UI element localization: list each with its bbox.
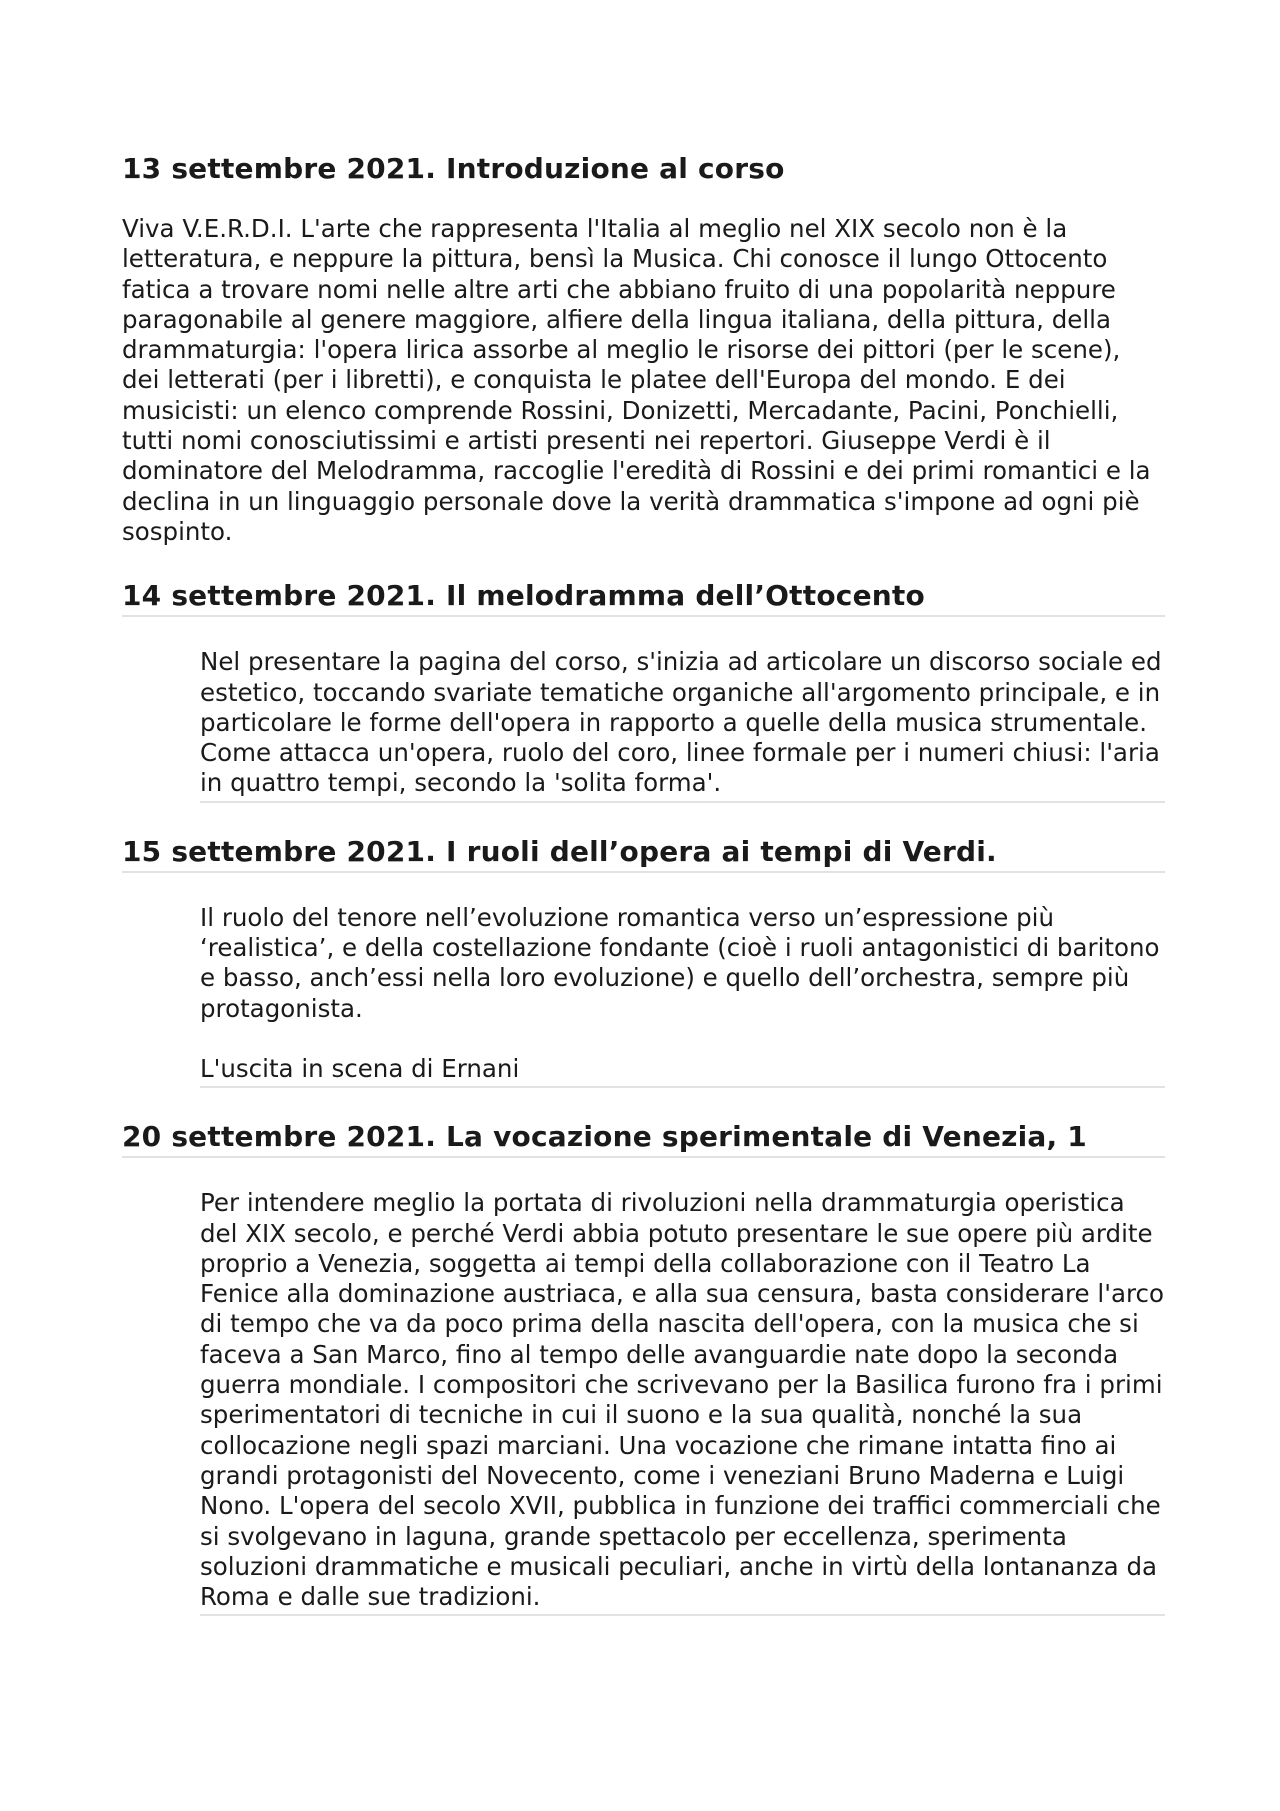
section-paragraph: Per intendere meglio la portata di rivoluzioni nella drammaturgia operistica del XIX secolo, e perché Verdi abbia potuto presentare le sue opere più ardite proprio a Venezia, soggetta ai tempi della collaborazione con il Teatro La Fenice alla dominazione austriaca, e alla sua censura, basta considerare l'arco di tempo che va da poco prima della nascita dell'opera, con la musica che si faceva a San Marco, fino al tempo delle avanguardie nate dopo la seconda guerra mondiale. I compositori che scrivevano per la Basilica furono fra i primi sperimentatori di tecniche in cui il suono e la sua qualità, nonché la sua collocazione negli spazi marciani. Una vocazione che rimane intatta fino ai grandi protagonisti del Novecento, come i veneziani Bruno Maderna e Luigi Nono. L'opera del secolo XVII, pubblica in funzione dei traffici commerciali che si svolgevano in laguna, grande spettacolo per eccellenza, sperimenta soluzioni drammatiche e musicali peculiari, anche in virtù della lontananza da Roma e dalle sue tradizioni. — [200, 1188, 1164, 1612]
document-page — [122, 150, 1165, 1616]
section-title: 14 settembre 2021. Il melodramma dell’Ottocento — [122, 577, 1165, 617]
section-body — [200, 1158, 1165, 1616]
section-melodramma — [122, 577, 1165, 802]
section-ruoli — [122, 833, 1165, 1088]
section-introduzione — [122, 150, 1165, 547]
section-title: 20 settembre 2021. La vocazione sperimentale di Venezia, 1 — [122, 1118, 1165, 1158]
section-title: 13 settembre 2021. Introduzione al corso — [122, 152, 785, 185]
section-title: 15 settembre 2021. I ruoli dell’opera ai tempi di Verdi. — [122, 833, 1165, 873]
section-body — [200, 873, 1165, 1088]
section-paragraph: Viva V.E.R.D.I. L'arte che rappresenta l'Italia al meglio nel XIX secolo non è la letteratura, e neppure la pittura, bensì la Musica. Chi conosce il lungo Ottocento fatica a trovare nomi nelle altre arti che abbiano fruito di una popolarità neppure paragonabile al genere maggiore, alfiere della lingua italiana, della pittura, della drammaturgia: l'opera lirica assorbe al meglio le risorse dei pittori (per le scene), dei letterati (per i libretti), e conquista le platee dell'Europa del mondo. E dei musicisti: un elenco comprende Rossini, Donizetti, Mercadante, Pacini, Ponchielli, tutti nomi conosciutissimi e artisti presenti nei repertori. Giuseppe Verdi è il dominatore del Melodramma, raccoglie l'eredità di Rossini e dei primi romantici e la declina in un linguaggio personale dove la verità drammatica s'impone ad ogni piè sospinto. — [122, 214, 1151, 546]
section-paragraph: Il ruolo del tenore nell’evoluzione romantica verso un’espressione più ‘realistica’, e della costellazione fondante (cioè i ruoli antagonistici di baritono e basso, anch’essi nella loro evoluzione) e quello dell’orchestra, sempre più protagonista. — [200, 902, 1160, 1023]
section-venezia — [122, 1118, 1165, 1616]
section-body — [200, 617, 1165, 802]
section-link-text: L'uscita in scena di Ernani — [200, 1053, 520, 1083]
section-paragraph: Nel presentare la pagina del corso, s'inizia ad articolare un discorso sociale ed estetico, toccando svariate tematiche organiche all'argomento principale, e in particolare le forme dell'opera in rapporto a quelle della musica strumentale. Come attacca un'opera, ruolo del coro, linee formale per i numeri chiusi: l'aria in quattro tempi, secondo la 'solita forma'. — [200, 647, 1162, 798]
